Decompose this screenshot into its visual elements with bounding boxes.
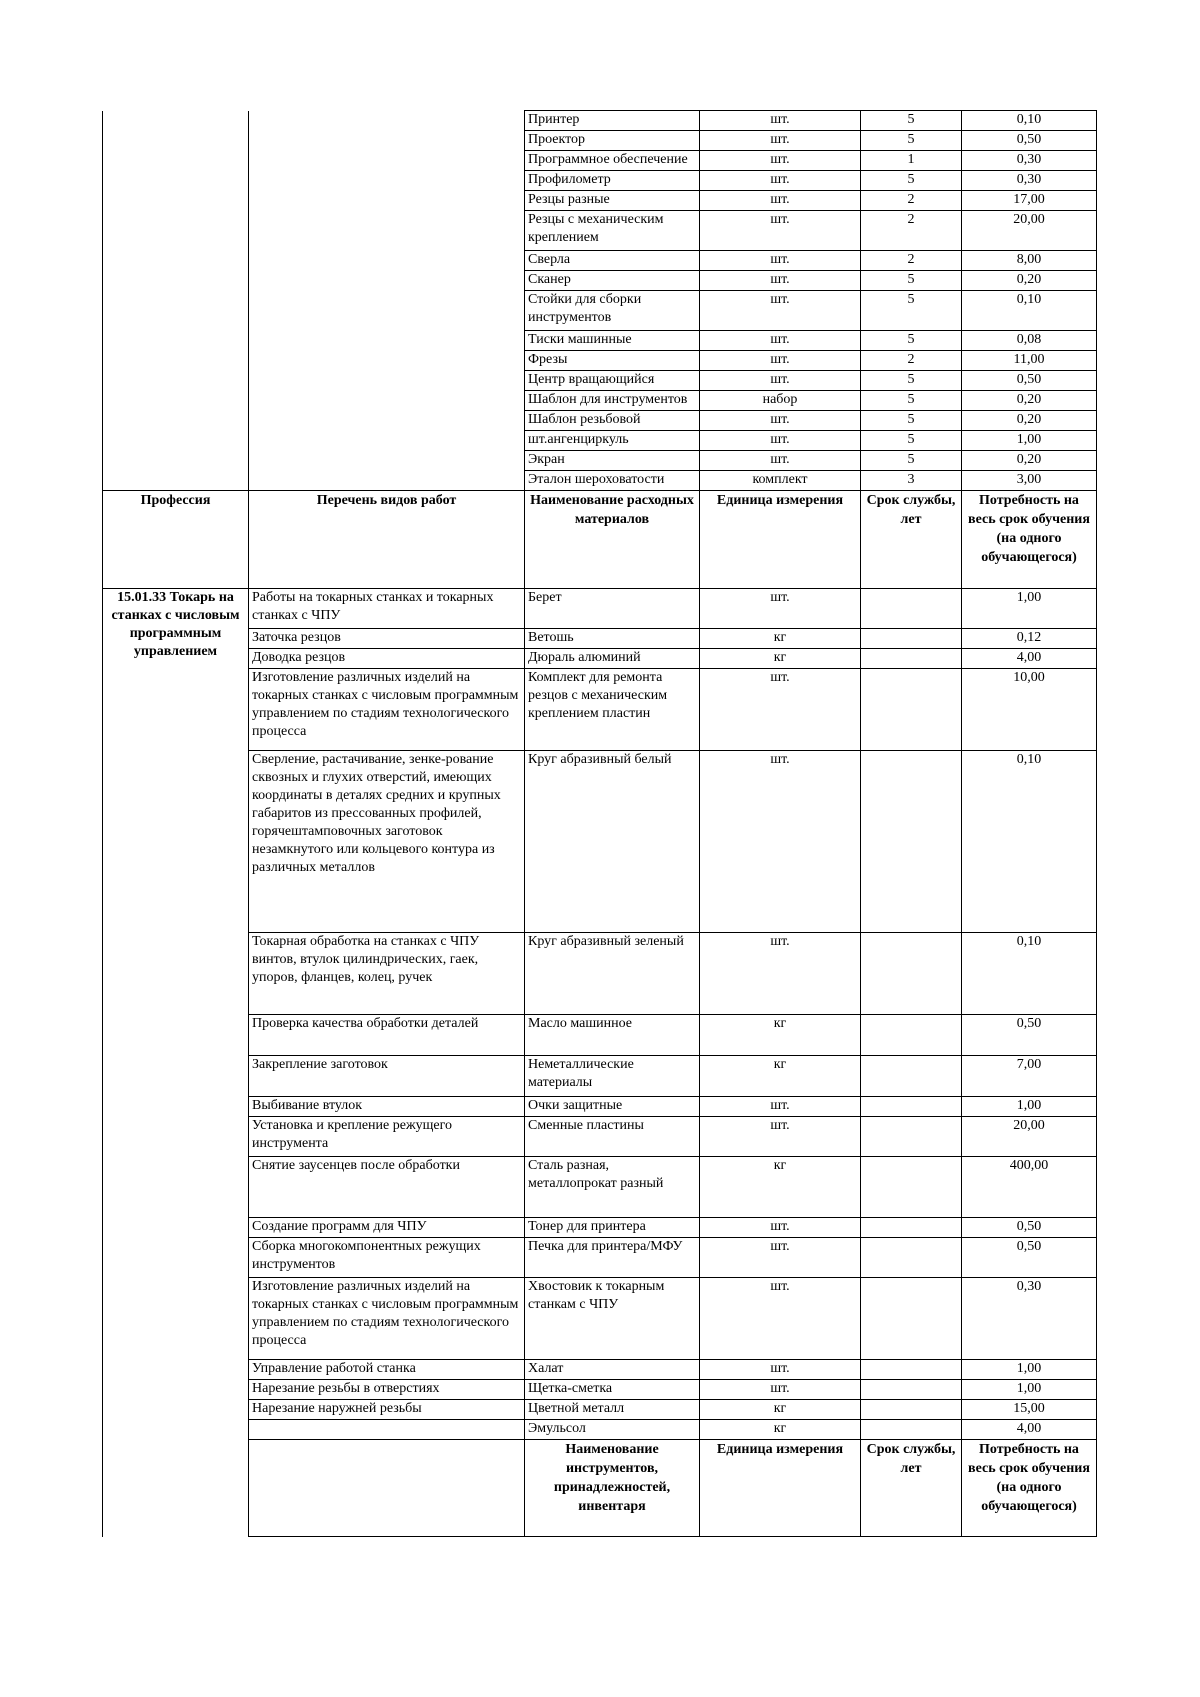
- item-life: 2: [861, 211, 962, 251]
- material-life: [861, 669, 962, 751]
- work-type: Токарная обработка на станках с ЧПУ винтов, втулок цилиндрических, гаек, упоров, фланцев, колец, ручек: [249, 933, 525, 1015]
- header-tools: Наименование инструментов, принадлежностей, инвентаря: [525, 1440, 700, 1537]
- item-name: Принтер: [525, 111, 700, 131]
- table-row: [103, 933, 1097, 1015]
- material-unit: шт.: [700, 933, 861, 1015]
- item-name: Тиски машинные: [525, 331, 700, 351]
- work-type: Работы на токарных станках и токарных станках с ЧПУ: [249, 589, 525, 629]
- material-name: Щетка-сметка: [525, 1380, 700, 1400]
- item-need: 0,20: [962, 391, 1097, 411]
- equipment-table: [102, 110, 1097, 1537]
- item-name: Сверла: [525, 251, 700, 271]
- table-row: [103, 669, 1097, 751]
- item-name: Центр вращающийся: [525, 371, 700, 391]
- material-life: [861, 1420, 962, 1440]
- work-type: Заточка резцов: [249, 629, 525, 649]
- material-name: Хвостовик к токарным станкам с ЧПУ: [525, 1278, 700, 1360]
- table-row: [103, 589, 1097, 629]
- material-need: 0,12: [962, 629, 1097, 649]
- item-life: 5: [861, 291, 962, 331]
- table-row: [103, 1218, 1097, 1238]
- header-works-empty: [249, 1440, 525, 1537]
- work-type: Управление работой станка: [249, 1360, 525, 1380]
- item-unit: шт.: [700, 111, 861, 131]
- item-unit: шт.: [700, 191, 861, 211]
- item-unit: шт.: [700, 411, 861, 431]
- item-unit: шт.: [700, 271, 861, 291]
- material-name: Круг абразивный зеленый: [525, 933, 700, 1015]
- work-type: [249, 1420, 525, 1440]
- item-life: 5: [861, 331, 962, 351]
- material-need: 1,00: [962, 1097, 1097, 1117]
- item-unit: шт.: [700, 351, 861, 371]
- material-life: [861, 1400, 962, 1420]
- profession-name: 15.01.33 Токарь на станках с числовым программным управлением: [103, 589, 249, 1537]
- item-unit: набор: [700, 391, 861, 411]
- item-name: Резцы разные: [525, 191, 700, 211]
- material-unit: шт.: [700, 1097, 861, 1117]
- table-row: [103, 1380, 1097, 1400]
- material-need: 0,50: [962, 1218, 1097, 1238]
- item-unit: шт.: [700, 331, 861, 351]
- work-type: Проверка качества обработки деталей: [249, 1015, 525, 1056]
- profession-cell-empty: [103, 111, 249, 491]
- item-need: 0,10: [962, 291, 1097, 331]
- material-name: Ветошь: [525, 629, 700, 649]
- item-name: Шаблон для инструментов: [525, 391, 700, 411]
- works-cell-empty: [249, 111, 525, 491]
- material-unit: шт.: [700, 1238, 861, 1278]
- material-unit: шт.: [700, 1218, 861, 1238]
- material-name: Неметаллические материалы: [525, 1056, 700, 1097]
- item-unit: шт.: [700, 211, 861, 251]
- material-life: [861, 1380, 962, 1400]
- material-name: Цветной металл: [525, 1400, 700, 1420]
- material-need: 0,10: [962, 751, 1097, 933]
- item-name: Программное обеспечение: [525, 151, 700, 171]
- material-name: Комплект для ремонта резцов с механическим креплением пластин: [525, 669, 700, 751]
- table-header-row: [103, 491, 1097, 589]
- header-materials: Наименование расходных материалов: [525, 491, 700, 589]
- material-need: 4,00: [962, 1420, 1097, 1440]
- work-type: Нарезание резьбы в отверстиях: [249, 1380, 525, 1400]
- item-life: 2: [861, 191, 962, 211]
- material-name: Круг абразивный белый: [525, 751, 700, 933]
- material-need: 10,00: [962, 669, 1097, 751]
- material-unit: шт.: [700, 751, 861, 933]
- material-unit: кг: [700, 1420, 861, 1440]
- item-life: 3: [861, 471, 962, 491]
- table-row: [103, 649, 1097, 669]
- material-unit: шт.: [700, 1360, 861, 1380]
- material-unit: кг: [700, 1157, 861, 1218]
- material-unit: кг: [700, 1056, 861, 1097]
- table-row: [103, 1238, 1097, 1278]
- item-name: Профилометр: [525, 171, 700, 191]
- work-type: Доводка резцов: [249, 649, 525, 669]
- header-unit: Единица измерения: [700, 491, 861, 589]
- material-life: [861, 1157, 962, 1218]
- material-need: 1,00: [962, 1360, 1097, 1380]
- material-name: Халат: [525, 1360, 700, 1380]
- material-life: [861, 1056, 962, 1097]
- item-unit: шт.: [700, 431, 861, 451]
- item-need: 11,00: [962, 351, 1097, 371]
- material-need: 1,00: [962, 589, 1097, 629]
- item-life: 2: [861, 251, 962, 271]
- item-name: шт.ангенциркуль: [525, 431, 700, 451]
- item-life: 5: [861, 131, 962, 151]
- material-name: Дюраль алюминий: [525, 649, 700, 669]
- table-header-row: [103, 1440, 1097, 1537]
- item-unit: шт.: [700, 131, 861, 151]
- material-life: [861, 1097, 962, 1117]
- item-name: Сканер: [525, 271, 700, 291]
- table-row: [103, 751, 1097, 933]
- work-type: Нарезание наружней резьбы: [249, 1400, 525, 1420]
- table-row: [103, 1157, 1097, 1218]
- table-row: [103, 1097, 1097, 1117]
- header-unit: Единица измерения: [700, 1440, 861, 1537]
- table-row: [103, 1360, 1097, 1380]
- item-need: 0,20: [962, 451, 1097, 471]
- table-row: [103, 1278, 1097, 1360]
- material-life: [861, 1360, 962, 1380]
- material-life: [861, 1015, 962, 1056]
- item-life: 1: [861, 151, 962, 171]
- item-name: Шаблон резьбовой: [525, 411, 700, 431]
- material-need: 0,30: [962, 1278, 1097, 1360]
- item-name: Эталон шероховатости: [525, 471, 700, 491]
- item-need: 1,00: [962, 431, 1097, 451]
- item-life: 5: [861, 431, 962, 451]
- work-type: Изготовление различных изделий на токарных станках с числовым программным управлением по стадиям технологического процесса: [249, 1278, 525, 1360]
- material-name: Берет: [525, 589, 700, 629]
- material-unit: шт.: [700, 1117, 861, 1157]
- material-life: [861, 1218, 962, 1238]
- material-need: 0,50: [962, 1015, 1097, 1056]
- header-life: Срок службы, лет: [861, 1440, 962, 1537]
- item-life: 5: [861, 391, 962, 411]
- material-unit: кг: [700, 1015, 861, 1056]
- material-life: [861, 751, 962, 933]
- item-need: 0,20: [962, 411, 1097, 431]
- material-life: [861, 649, 962, 669]
- material-life: [861, 629, 962, 649]
- material-life: [861, 933, 962, 1015]
- material-life: [861, 1238, 962, 1278]
- work-type: Сверление, растачивание, зенке-рование сквозных и глухих отверстий, имеющих координаты в деталях средних и крупных габаритов из прессованных профилей, горячештамповочных заготовок незамкнутого или кольцевого контура из различных металлов: [249, 751, 525, 933]
- material-name: Очки защитные: [525, 1097, 700, 1117]
- material-need: 0,50: [962, 1238, 1097, 1278]
- material-unit: кг: [700, 1400, 861, 1420]
- material-need: 0,10: [962, 933, 1097, 1015]
- work-type: Снятие заусенцев после обработки: [249, 1157, 525, 1218]
- item-need: 0,30: [962, 171, 1097, 191]
- table-row: [103, 1420, 1097, 1440]
- work-type: Выбивание втулок: [249, 1097, 525, 1117]
- material-name: Тонер для принтера: [525, 1218, 700, 1238]
- work-type: Сборка многокомпонентных режущих инструментов: [249, 1238, 525, 1278]
- item-life: 2: [861, 351, 962, 371]
- item-life: 5: [861, 451, 962, 471]
- item-need: 0,20: [962, 271, 1097, 291]
- item-name: Фрезы: [525, 351, 700, 371]
- item-name: Резцы с механическим креплением: [525, 211, 700, 251]
- item-need: 17,00: [962, 191, 1097, 211]
- material-name: Масло машинное: [525, 1015, 700, 1056]
- item-unit: шт.: [700, 291, 861, 331]
- item-life: 5: [861, 271, 962, 291]
- item-need: 0,10: [962, 111, 1097, 131]
- material-unit: шт.: [700, 1380, 861, 1400]
- material-unit: кг: [700, 629, 861, 649]
- item-need: 3,00: [962, 471, 1097, 491]
- material-life: [861, 1117, 962, 1157]
- material-need: 1,00: [962, 1380, 1097, 1400]
- material-life: [861, 589, 962, 629]
- item-name: Проектор: [525, 131, 700, 151]
- item-unit: шт.: [700, 451, 861, 471]
- work-type: Изготовление различных изделий на токарных станках с числовым программным управлением по стадиям технологического процесса: [249, 669, 525, 751]
- material-unit: шт.: [700, 1278, 861, 1360]
- work-type: Установка и крепление режущего инструмента: [249, 1117, 525, 1157]
- item-unit: шт.: [700, 151, 861, 171]
- work-type: Создание программ для ЧПУ: [249, 1218, 525, 1238]
- item-unit: шт.: [700, 371, 861, 391]
- item-life: 5: [861, 111, 962, 131]
- item-unit: комплект: [700, 471, 861, 491]
- table-row: [103, 111, 1097, 131]
- table-row: [103, 1056, 1097, 1097]
- work-type: Закрепление заготовок: [249, 1056, 525, 1097]
- material-unit: кг: [700, 649, 861, 669]
- header-works: Перечень видов работ: [249, 491, 525, 589]
- item-name: Стойки для сборки инструментов: [525, 291, 700, 331]
- material-unit: шт.: [700, 589, 861, 629]
- item-need: 0,08: [962, 331, 1097, 351]
- table-row: [103, 1015, 1097, 1056]
- item-life: 5: [861, 171, 962, 191]
- material-need: 7,00: [962, 1056, 1097, 1097]
- item-unit: шт.: [700, 251, 861, 271]
- item-need: 20,00: [962, 211, 1097, 251]
- material-need: 20,00: [962, 1117, 1097, 1157]
- material-need: 15,00: [962, 1400, 1097, 1420]
- table-row: [103, 1117, 1097, 1157]
- item-life: 5: [861, 371, 962, 391]
- item-name: Экран: [525, 451, 700, 471]
- item-need: 8,00: [962, 251, 1097, 271]
- item-need: 0,30: [962, 151, 1097, 171]
- item-life: 5: [861, 411, 962, 431]
- table-row: [103, 629, 1097, 649]
- item-need: 0,50: [962, 131, 1097, 151]
- material-name: Сменные пластины: [525, 1117, 700, 1157]
- material-need: 400,00: [962, 1157, 1097, 1218]
- material-name: Сталь разная, металлопрокат разный: [525, 1157, 700, 1218]
- header-need: Потребность на весь срок обучения (на одного обучающегося): [962, 1440, 1097, 1537]
- header-profession: Профессия: [103, 491, 249, 589]
- item-unit: шт.: [700, 171, 861, 191]
- table-row: [103, 1400, 1097, 1420]
- material-need: 4,00: [962, 649, 1097, 669]
- material-life: [861, 1278, 962, 1360]
- item-need: 0,50: [962, 371, 1097, 391]
- header-life: Срок службы, лет: [861, 491, 962, 589]
- material-name: Эмульсол: [525, 1420, 700, 1440]
- material-unit: шт.: [700, 669, 861, 751]
- header-need: Потребность на весь срок обучения (на одного обучающегося): [962, 491, 1097, 589]
- material-name: Печка для принтера/МФУ: [525, 1238, 700, 1278]
